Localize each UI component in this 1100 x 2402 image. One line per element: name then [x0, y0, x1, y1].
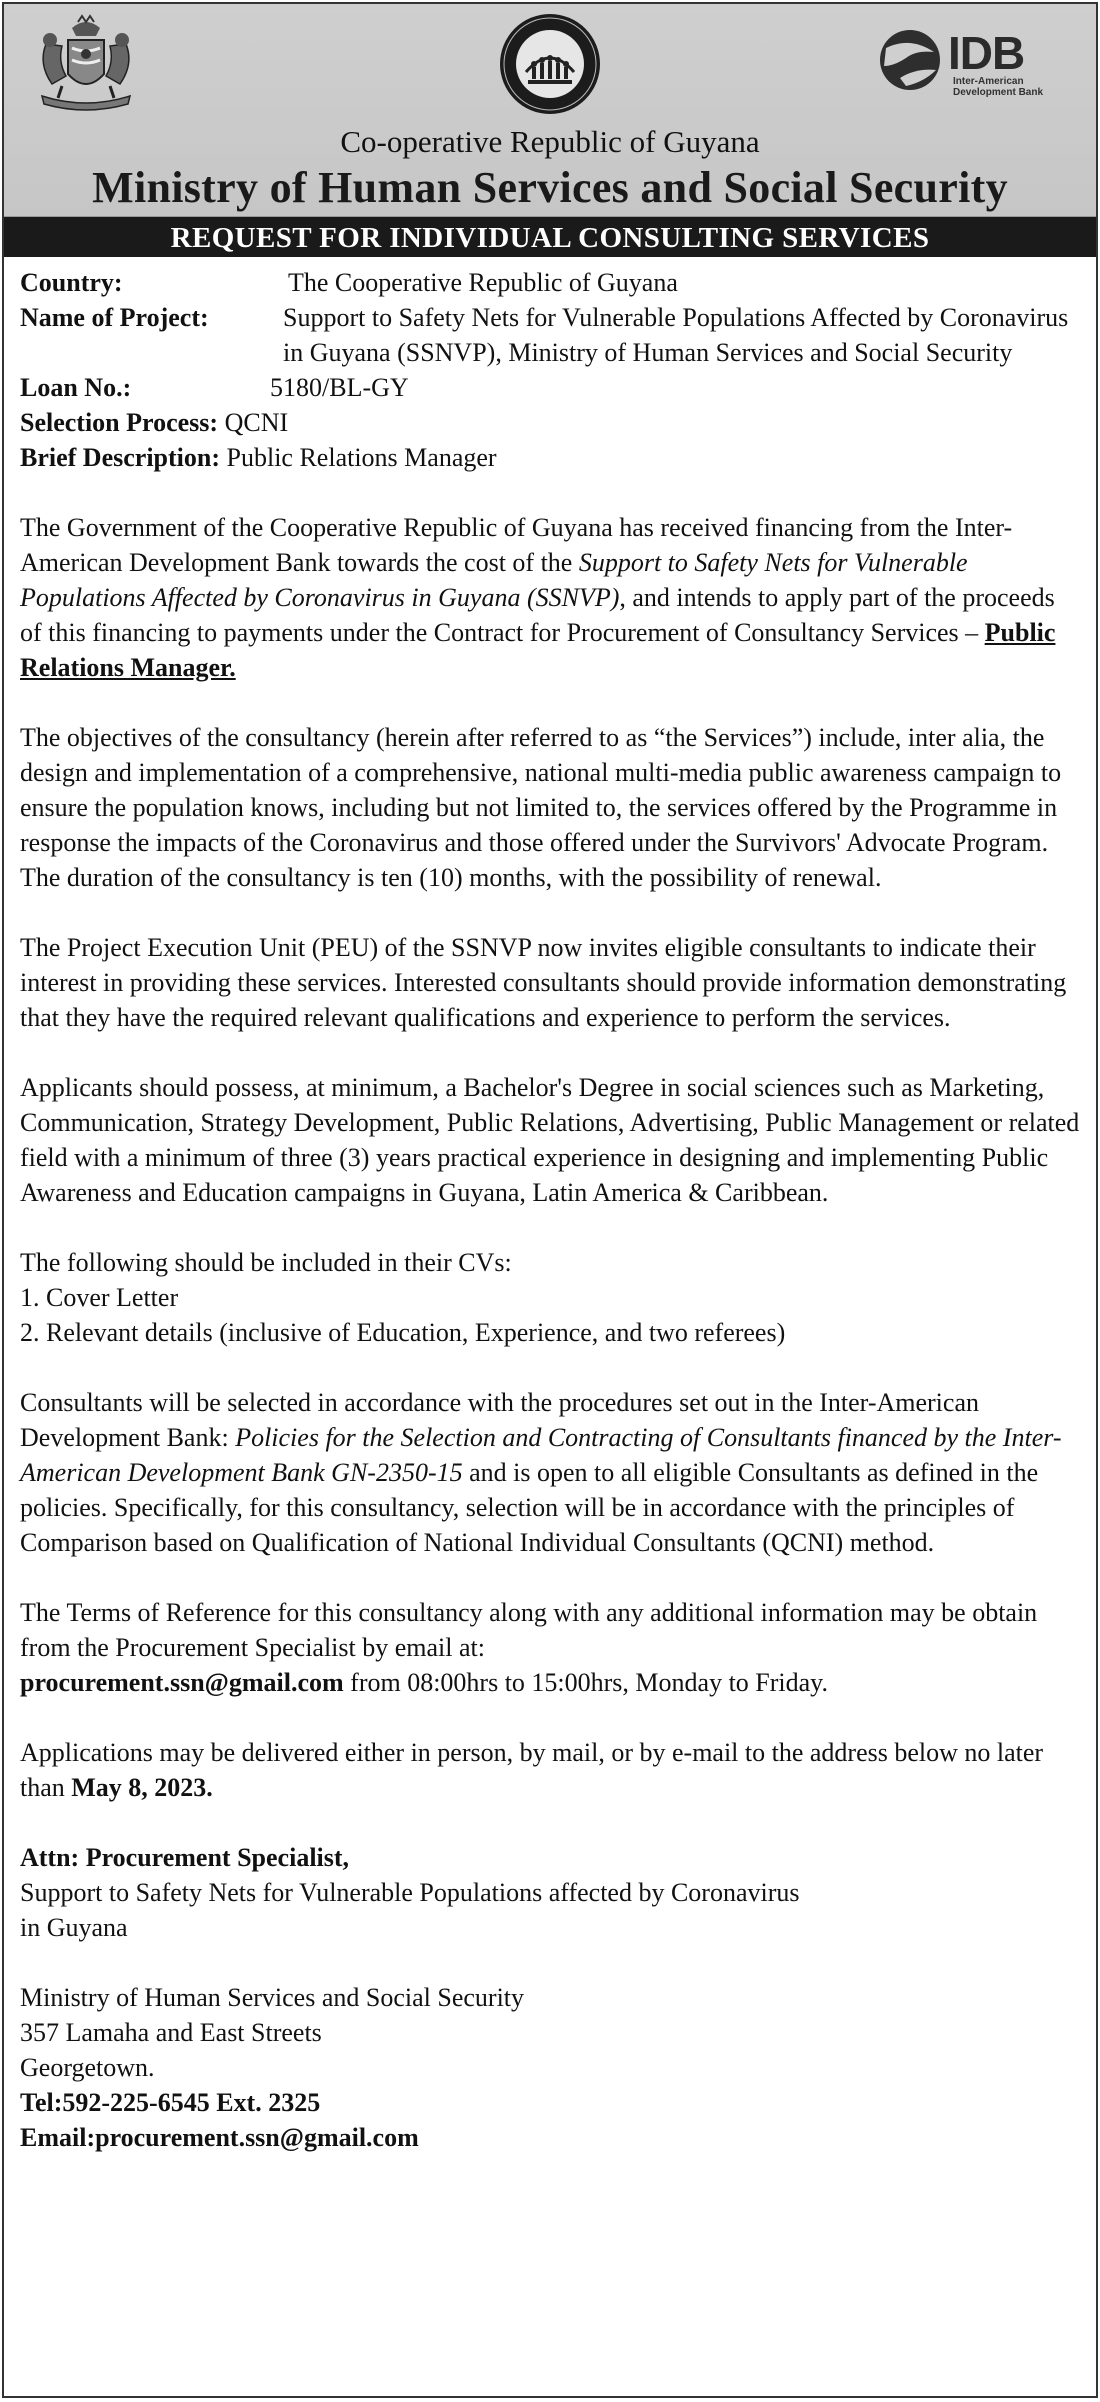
cv-section: [20, 1245, 1080, 1350]
advertisement-body: [4, 257, 1096, 2155]
project-name-italic: Support to Safety Nets for Vulnerable Populations Affected by Coronavirus in Guyana (SSNVP): [20, 548, 968, 612]
address-section: [20, 1980, 1080, 2155]
telephone: Tel:592-225-6545 Ext. 2325: [20, 2088, 321, 2117]
list-item: 1. Cover Letter: [20, 1283, 179, 1312]
selection-value: QCNI: [224, 408, 289, 437]
idb-logo-subtitle: Inter-American Development Bank: [953, 76, 1044, 98]
address-line-2: 357 Lamaha and East Streets: [20, 2018, 322, 2047]
address-line-3: Georgetown.: [20, 2053, 155, 2082]
terms-paragraph: [20, 1595, 1080, 1700]
guyana-coat-of-arms-icon: [32, 14, 140, 114]
policies-italic: Policies for the Selection and Contracting of Consultants financed by the Inter-American Development Bank GN-2350-15: [20, 1423, 1062, 1487]
ministry-title: Ministry of Human Services and Social Security: [92, 163, 1008, 212]
idb-logo: [876, 26, 1066, 96]
advertisement-page: [2, 2, 1098, 2398]
ministry-seal-icon: [498, 12, 602, 116]
financing-text-a: The Government of the Cooperative Republic of Guyana has received financing from the Inter-American Development Bank towards the cost of the: [20, 513, 1013, 577]
peu-paragraph: The Project Execution Unit (PEU) of the SSNVP now invites eligible consultants to indicate their interest in providing these services. Interested consultants should provide information demonstrating that they have the required relevant qualifications and experience to perform the services.: [20, 933, 1067, 1032]
loan-value: 5180/BL-GY: [270, 373, 409, 402]
address-email[interactable]: Email:procurement.ssn@gmail.com: [20, 2123, 419, 2152]
country-subtitle: Co-operative Republic of Guyana: [340, 124, 760, 159]
terms-text-a: The Terms of Reference for this consultancy along with any additional information may be obtain from the Procurement Specialist by email at:: [20, 1598, 1038, 1662]
selection-text-b: and is open to all eligible Consultants as defined in the policies. Specifically, for this consultancy, selection will be in accordance with the principles of Comparison based on Qualification of National Individual Consultants (QCNI) method.: [20, 1458, 1039, 1557]
attn-section: [20, 1840, 1080, 1945]
project-value: Support to Safety Nets for Vulnerable Populations Affected by Coronavirus in Guyana (SSNVP), Ministry of Human Services and Social Security: [283, 303, 1069, 367]
deadline-paragraph: [20, 1735, 1080, 1805]
selection-paragraph: [20, 1385, 1080, 1560]
objectives-paragraph: [20, 720, 1080, 895]
requirements-paragraph: Applicants should possess, at minimum, a Bachelor's Degree in social sciences such as Marketing, Communication, Strategy Development, Public Relations, Advertising, Public Management or related field with a minimum of three (3) years practical experience in designing and implementing Public Awareness and Education campaigns in Guyana, Latin America & Caribbean.: [20, 1073, 1080, 1207]
contact-email[interactable]: procurement.ssn@gmail.com: [20, 1668, 344, 1697]
terms-text-b: from 08:00hrs to 15:00hrs, Monday to Friday.: [343, 1668, 828, 1697]
country-label: Country:: [20, 268, 123, 297]
header: [4, 4, 1096, 217]
attn-line-1: Support to Safety Nets for Vulnerable Populations affected by Coronavirus: [20, 1878, 800, 1907]
idb-globe-icon: [876, 28, 946, 92]
loan-label: Loan No.:: [20, 373, 132, 402]
list-item: 2. Relevant details (inclusive of Education, Experience, and two referees): [20, 1318, 786, 1347]
selection-label: Selection Process:: [20, 408, 219, 437]
deadline-text: Applications may be delivered either in person, by mail, or by e-mail to the address below no later than: [20, 1738, 1044, 1802]
country-row: [20, 265, 1080, 300]
brief-value: Public Relations Manager: [226, 443, 497, 472]
position-title: Public Relations Manager.: [20, 618, 1056, 682]
project-row: [20, 300, 1080, 370]
selection-row: [20, 405, 1080, 440]
selection-text-a: Consultants will be selected in accordance with the procedures set out in the Inter-American Development Bank:: [20, 1388, 979, 1452]
deadline-date: May 8, 2023.: [71, 1773, 213, 1802]
project-label: Name of Project:: [20, 303, 209, 332]
financing-text-b: , and intends to apply part of the proceeds of this financing to payments under the Contract for Procurement of Consultancy Services –: [20, 583, 1055, 647]
brief-row: [20, 440, 1080, 475]
idb-logo-text: IDB: [948, 27, 1025, 79]
duration-text: The duration of the consultancy is ten (10) months, with the possibility of renewal.: [20, 863, 882, 892]
brief-label: Brief Description:: [20, 443, 221, 472]
request-banner: REQUEST FOR INDIVIDUAL CONSULTING SERVICES: [4, 217, 1096, 257]
address-line-1: Ministry of Human Services and Social Security: [20, 1983, 525, 2012]
loan-row: [20, 370, 1080, 405]
country-value: The Cooperative Republic of Guyana: [288, 268, 678, 297]
financing-paragraph: [20, 510, 1080, 685]
cv-intro: The following should be included in their CVs:: [20, 1248, 512, 1277]
attn-line-2: in Guyana: [20, 1913, 128, 1942]
objectives-text: The objectives of the consultancy (herein after referred to as “the Services”) include, inter alia, the design and implementation of a comprehensive, national multi-media public awareness campaign to ensure the population knows, including but not limited to, the services offered by the Programme in response the impacts of the Coronavirus and those offered under the Survivors' Advocate Program.: [20, 723, 1062, 857]
attn-title: Attn: Procurement Specialist,: [20, 1843, 350, 1872]
